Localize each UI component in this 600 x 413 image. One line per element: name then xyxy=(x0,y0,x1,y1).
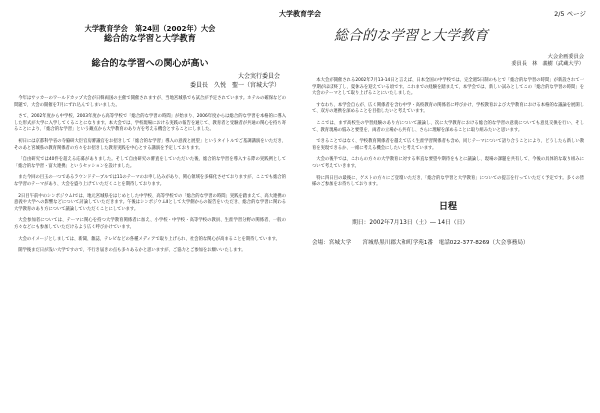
author-name: 委員長 久悦 聖一（宮城大学） xyxy=(189,81,280,89)
left-paragraph: 大会参加者については、テーマに関心を持つ大学教育関係者に加え、小学校・中学校・高等学校の教員、生涯学習分野の関係者、一般の方々などにも参加していただけるよう広く呼びかけています。 xyxy=(14,218,286,230)
header-title: 大学教育学会 xyxy=(279,10,321,18)
conference-line: 大学教育学会 第24回（2002年）大会 xyxy=(84,24,216,33)
right-paragraph: 特に四日目の最後に、ゲストの方々にご登壇いただき、「総合的な学習と大学教育」についての提言を行っていただく予定です。多くの皆様のご参加をお待ちしております。 xyxy=(312,175,584,188)
right-paragraph: 大会の後半では、これらの方々の大学教育に対する率直な要望や期待をもとに議論し、現場の課題を共有して、今後の具体的な取り組みについて考えていきます。 xyxy=(312,157,584,169)
schedule-title: 日程 xyxy=(438,201,457,212)
handwritten-stamp xyxy=(332,24,532,46)
author-role: 大会実行委員会 xyxy=(237,73,280,80)
page-number: 2/5 ページ xyxy=(554,10,586,18)
right-paragraph: すなわち、本学会自らが、広く関係者を含む中学・高校教育の関係者に呼びかけ、学校教育および大学教育における本格的な議論を展開して、双方の連携を深めることを目指したいと考えています。 xyxy=(312,102,584,115)
schedule-date: 期日：2002年7月13日（土）― 14日（日） xyxy=(352,219,469,226)
conference-theme: 総合的な学習と大学教育 xyxy=(103,33,197,43)
right-column xyxy=(312,24,584,408)
right-paragraph: 本大会が開催される2002年7月13-14日と言えば、日本全国の中学校では、完全週5日制のもとで「総合的な学習の時間」が新設されて一学期がほぼ終了し、夏休みを迎えている頃です。これまでの経験を踏まえて、本学会では、新しい試みとしてこの「総合的な学習の時間」を大会のテーマとして取り上げることにいたしました。 xyxy=(312,78,584,97)
left-paragraph: 開学後まだ日が浅い大学ですので、不行き届きの点も多々あるかと思いますが、ご協力とご参加をお願いいたします。 xyxy=(18,248,246,254)
right-paragraph: できることではなく、学校教育関係者を越えて広く生涯学習関係者も含め、同じテーマについて語り合うことにより、どうしたら新しい教育を実現できるか、一緒に考える機会にしたいと考えています。 xyxy=(312,139,584,151)
left-paragraph: 大会のイメージとしましては、新聞、雑誌、テレビなどの各種メディアで取り上げられ、社会的な関心が高まることを期待しています。 xyxy=(18,236,280,242)
left-paragraph: さて、2002年度から中学校、2003年度から高等学校で「総合的な学習の時間」が始まり、2006年度からは総合的な学習を本格的に導入した形式が大学に入学してくることになります。本大会では、学校現場における実践の報告を通じて、教育者と受験者が共通の関心を持ち寄ることにより、「総合的な学習」という観点から大学教育のあり方を考える機会とすることにしました。 xyxy=(14,114,286,133)
left-paragraph: また今回の目玉の一つであるラウンドテーブルでは11のテーマのお申し込みがあり、関心領域を多様化させておりますが、ここでも総合的な学習のテーマがあり、大会を盛り上げていただくことを期待しております。 xyxy=(14,175,286,187)
left-paragraph: 2日目午前中のシンポジウムⅠでは、地元宮城県をはじめとした中学校、高等学校での「総合的な学習の時間」実践を踏まえて、高大連携の意義や大学への影響などについて討論していただきます。午後はシンポジウムⅡとして大学側からの報告をいただき、総合的な学習に関わる大学教育のあり方について議論していただくことにしています。 xyxy=(14,193,286,212)
left-column xyxy=(14,24,286,408)
left-paragraph: 「自由研究では40件を超える応募がありました。そして自由研究の審査をしていただいた後、総合的な学習を導入する際の実践例として「総合的な学習・富大連携」というセッションを設けました。 xyxy=(14,157,286,169)
affiliation-role: 大会企画委員会 xyxy=(547,54,584,60)
article-title: 総合的な学習への関心が高い xyxy=(91,59,209,69)
affiliation-name: 委員長 林 義樹（武蔵大学） xyxy=(511,61,584,67)
stamp-text: 総合的な学習と大学教育 xyxy=(334,28,488,44)
left-paragraph: 初日には京都科学省の寺脇研大臣官房審議官をお招きして「総合的な学習」導入の意義と展望」というタイトルでご基調講演をいただき、そのあと宮城県の教育関係者の方々をお招きした教育実践を中心とする講演を予定しております。 xyxy=(14,138,286,151)
left-paragraph: 今年はサッカーのワールドカップ大会が日韓両国の主催で開催されますが、当地宮城県でも試合が予定されています。ホテルの確保などの問題で、大会の開催を7月にずれ込んでしまいました。 xyxy=(14,96,286,108)
right-paragraph: ここでは、まず高校生の学習経験のあり方について議論し、次に大学教育における総合的な学習の意義についても意見交換を行い、そして、教育現場の悩みと要望を、両者の立場から共有し、さらに理解を深めることに取り組みたいと思います。 xyxy=(312,120,584,133)
venue-line: 会場：宮城大学 宮城県黒川郡大和町学苑1番 電話022-377-8269（大会事務局） xyxy=(312,239,529,246)
